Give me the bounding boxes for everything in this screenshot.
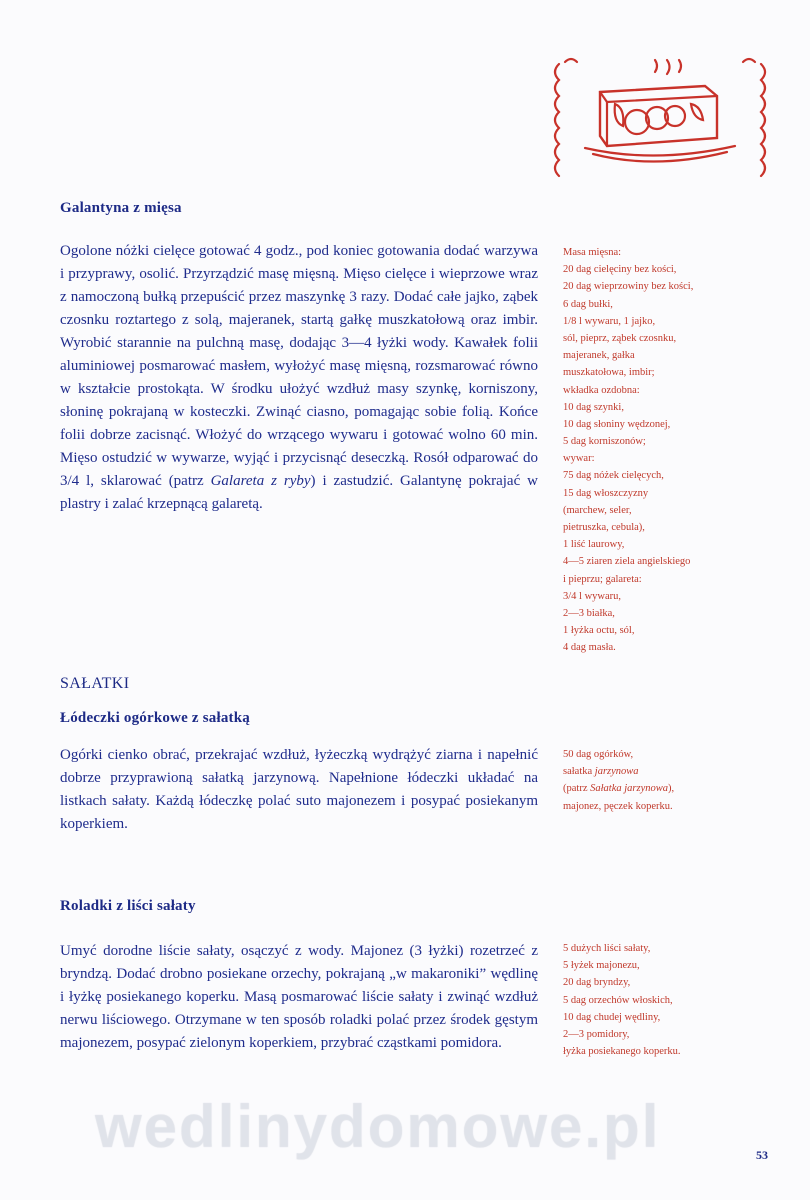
ingredient-line: 5 dag korniszonów;	[563, 436, 646, 448]
ingredient-line: 20 dag bryndzy,	[563, 977, 631, 989]
ingredients-roladki	[563, 940, 681, 1060]
ingredient-line: majonez, pęczek koperku.	[563, 800, 673, 812]
ingredient-line: 1/8 l wywaru, 1 jajko,	[563, 315, 656, 327]
ingredient-line: 20 dag wieprzowiny bez kości,	[563, 281, 694, 293]
watermark: wedlinydomowe.pl	[95, 1093, 661, 1160]
ingredient-line: 50 dag ogórków,	[563, 749, 634, 760]
instructions-text: Umyć dorodne liście sałaty, osączyć z wody. Majonez (3 łyżki) rozetrzeć z bryndzą. Dodać drobno posiekane orzechy, pokrajaną „w makaroniki” wędlinę i łyżkę posiekanego koperku. Masą posmarować liście sałaty i zwinąć wzdłuż nerwu liściowego. Otrzymane w ten sposób roladki polać przez środek gęstym majonezem, posypać zielonym koperkiem, przybrać cząstkami pomidora.	[60, 943, 538, 1051]
recipe-title-lodeczki: Łódeczki ogórkowe z sałatką	[60, 710, 250, 726]
instructions-ref-italic: Galareta z ryby	[210, 473, 311, 489]
ingredient-line: 10 dag chudej wędliny,	[563, 1011, 661, 1023]
ingredient-line: 5 dużych liści sałaty,	[563, 943, 651, 954]
ingredient-line: majeranek, gałka	[563, 350, 635, 362]
recipe-title-galantyna: Galantyna z mięsa	[60, 200, 182, 216]
ingredient-line: 6 dag bułki,	[563, 298, 613, 310]
galantine-dish-illustration-icon	[545, 52, 775, 187]
ingredient-line: łyżka posiekanego koperku.	[563, 1046, 681, 1058]
instructions-ref-prefix: (patrz	[168, 473, 211, 489]
instructions-tail: ) i zastudzić. Galantynę pokrajać w plastry i zalać krzepnącą galaretą.	[60, 473, 539, 512]
ingredient-line: 4 dag masła.	[563, 642, 616, 654]
ingredient-line: i pieprzu; galareta:	[563, 573, 642, 585]
ingredient-line: 10 dag słoniny wędzonej,	[563, 418, 671, 430]
recipe-instructions-lodeczki	[60, 744, 538, 836]
ingredient-line: sól, pieprz, ząbek czosnku,	[563, 332, 677, 344]
ingredient-italic: Sałatka jarzynowa	[590, 783, 668, 795]
ingredient-line: 1 liść laurowy,	[563, 539, 625, 551]
ingredient-prefix: (patrz	[563, 783, 591, 795]
ingredient-line	[563, 780, 674, 797]
ingredients-lodeczki	[563, 746, 674, 815]
ingredient-line: 2—3 białka,	[563, 607, 615, 619]
ingredient-suffix: ),	[667, 783, 675, 795]
instructions-text: Ogolone nóżki cielęce gotować 4 godz., pod koniec gotowania dodać warzywa i przyprawy, osolić. Przyrządzić masę mięsną. Mięso cielęce i wieprzowe wraz z namoczoną bułką przepuścić przez maszynkę 3 razy. Dodać całe jajko, ząbek czosnku roztartego z solą, majeranek, startą gałkę muszkatołową oraz imbir. Wyrobić starannie na pulchną masę, dodając 3—4 łyżki wody. Kawałek folii aluminiowej posmarować masłem, wyłożyć masę mięsną, rozsmarować równo w kształcie prostokąta. W środku ułożyć wzdłuż masy szynkę, korniszony, słoninę pokrajaną w kosteczki. Zwinąć ciasno, pomagając sobie folią. Końce folii dobrze zacisnąć. Włożyć do wrzącego wywaru i gotować wolno 60 min. Mięso ostudzić w wywarze, wyjąć i przycisnąć deseczką. Rosół odparować do 3/4 l, sklarować	[60, 243, 538, 489]
ingredient-prefix: sałatka	[563, 766, 595, 778]
ingredient-line: 75 dag nóżek cielęcych,	[563, 470, 664, 482]
ingredient-line: 10 dag szynki,	[563, 401, 624, 413]
ingredient-line: 5 dag orzechów włoskich,	[563, 994, 673, 1006]
instructions-text: Ogórki cienko obrać, przekrajać wzdłuż, łyżeczką wydrążyć ziarna i napełnić dobrze przyprawioną sałatką jarzynową. Napełnione łódeczki układać na listkach sałaty. Każdą łódeczkę polać suto majonezem i posypać posiekanym koperkiem.	[60, 747, 538, 832]
ingredient-line: 5 łyżek majonezu,	[563, 960, 640, 972]
ingredient-line: 2—3 pomidory,	[563, 1028, 630, 1040]
ingredient-line: 15 dag włoszczyzny	[563, 487, 649, 499]
ingredients-galantyna	[563, 244, 693, 657]
ingredient-line: muszkatołowa, imbir;	[563, 367, 655, 379]
ingredient-line: 3/4 l wywaru,	[563, 590, 622, 602]
recipe-instructions-galantyna	[60, 240, 538, 516]
ingredient-italic: jarzynowa	[594, 766, 639, 778]
ingredient-line: 1 łyżka octu, sól,	[563, 625, 635, 637]
recipe-title-roladki: Roladki z liści sałaty	[60, 898, 196, 914]
page-number: 53	[756, 1148, 768, 1162]
ingredient-line: pietruszka, cebula),	[563, 522, 645, 533]
section-label-salatki: SAŁATKI	[60, 675, 130, 692]
ingredient-line: wywar:	[563, 453, 595, 465]
ingredient-line	[563, 763, 674, 780]
ingredient-line: (marchew, seler,	[563, 504, 632, 516]
ingredient-line: 20 dag cielęciny bez kości,	[563, 264, 677, 276]
ingredient-line: 4—5 ziaren ziela angielskiego	[563, 556, 691, 568]
ingredient-line: Masa mięsna:	[563, 247, 622, 258]
ingredient-line: wkładka ozdobna:	[563, 384, 640, 396]
recipe-instructions-roladki	[60, 940, 538, 1055]
